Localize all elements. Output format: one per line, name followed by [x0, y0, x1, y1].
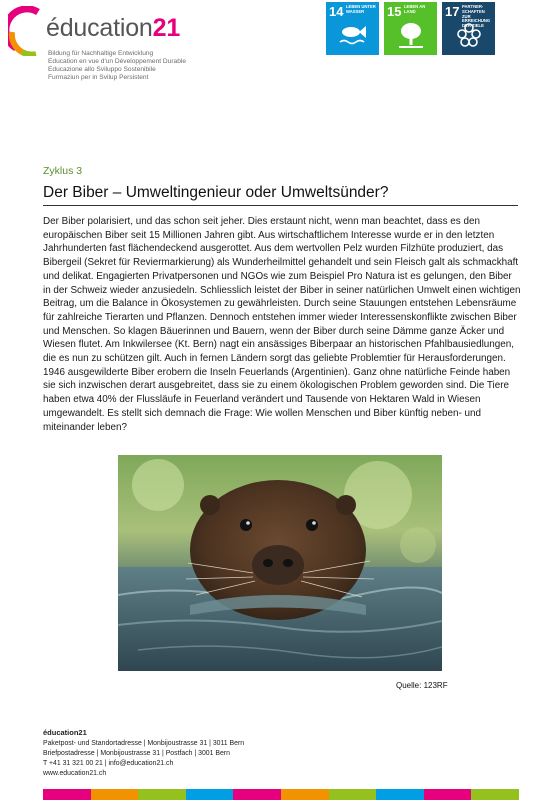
logo-tagline-it: Educazione allo Sviluppo Sostenibile: [48, 66, 156, 74]
color-segment: [91, 789, 139, 800]
footer-line: T +41 31 321 00 21 | info@education21.ch: [43, 760, 174, 767]
sdg-17-tile: 17 PARTNER-SCHAFTEN ZUR ERREICHUNG DER ZIELE: [442, 2, 495, 55]
body-paragraph: Der Biber polarisiert, und das schon seit jeher. Dies erstaunt nicht, wenn man beachtet, dass es den europäischen Biber seit 15 Millionen Jahren gibt. Aus wirtschaftlichem Interesse wurde er in den letzten Jahrhunderten fast flächendeckend ausgerottet. Aus dem wertvollen Pelz wurden Filzhüte produziert, das Bibergeil (Sekret für Reviermarkierung) als Wunderheilmittel gehandelt und sein Fleisch galt als schmackhaft und delikat. Engagierten Privatpersonen und NGOs wie zum Beispiel Pro Natura ist es gelungen, den Biber in der Schweiz wieder anzusiedeln. Schliesslich leistet der Biber in seiner natürlichen Umwelt einen wichtigen Beitrag, um die Balance in Ökosystemen zu gewährleisten. Durch seine Stauungen entstehen Lebensräume für zahlreiche Tierarten und Pflanzen. Dennoch entstehen immer wieder Interessenskonflikte zwischen Biber und Menschen. So klagen Bäuerinnen und Bauern, wenn der Biber durch seine Dämme ganze Äcker und Wiesen flutet. Am Inkwilersee (Kt. Bern) nagt ein ansässiges Biberpaar an historischen Pfahlbausiedlungen, die es nun zu schützen gilt. Auch in fernen Ländern sorgt das geliebte Problemtier für Herausforderungen. 1946 ausgewilderte Biber erobern die Inseln Feuerlands (Argentinien). Ganz ohne natürliche Feinde haben sie sich inzwischen derart ausgebreitet, dass sie zu einem ökologischen Problem geworden sind. Die Tiere haben etwa 40% der Flussläufe in Feuerland verändert und Tausende von Hektaren Wald in Wiesen umgewandelt. Es stellt sich demnach die Frage: Wie wollen Menschen und Biber künftig neben- und miteinander leben?: [43, 216, 521, 433]
footer-org-name: éducation21: [43, 728, 87, 737]
logo-arc-icon: [8, 6, 48, 56]
footer-address: [43, 728, 244, 779]
footer-website-link[interactable]: www.education21.ch: [43, 770, 107, 777]
color-segment: [329, 789, 377, 800]
color-segment: [233, 789, 281, 800]
color-segment: [424, 789, 472, 800]
sdg-14-tile: 14 LEBEN UNTER WASSER: [326, 2, 379, 55]
color-segment: [138, 789, 186, 800]
footer-line: Briefpostadresse | Monbijoustrasse 31 | Postfach | 3001 Bern: [43, 750, 230, 757]
footer-color-bar: [43, 789, 519, 800]
logo-taglines: [48, 50, 186, 82]
fish-icon: [338, 22, 368, 46]
photo-caption: Quelle: 123RF: [396, 681, 448, 690]
document-title: Der Biber – Umweltingenieur oder Umweltsünder?: [43, 184, 389, 201]
logo-tagline-fr: Education en vue d'un Développement Durable: [48, 58, 186, 66]
flower-icon: [454, 22, 484, 50]
education21-logo: [8, 6, 208, 96]
logo-wordmark: éducation21: [46, 14, 181, 42]
sdg-15-tile: 15 LEBEN AN LAND: [384, 2, 437, 55]
color-segment: [376, 789, 424, 800]
beaver-photo: [118, 455, 442, 671]
logo-tagline-rm: Furmaziun per in Svilup Persistent: [48, 74, 149, 82]
logo-tagline-de: Bildung für Nachhaltige Entwicklung: [48, 50, 154, 57]
tree-icon: [396, 22, 426, 50]
color-segment: [471, 789, 519, 800]
footer-line: Paketpost- und Standortadresse | Monbijoustrasse 31 | 3011 Bern: [43, 740, 245, 747]
beaver-image: [118, 455, 442, 671]
color-segment: [43, 789, 91, 800]
color-segment: [281, 789, 329, 800]
title-divider: [43, 205, 518, 206]
color-segment: [186, 789, 234, 800]
cycle-label: Zyklus 3: [43, 165, 83, 177]
